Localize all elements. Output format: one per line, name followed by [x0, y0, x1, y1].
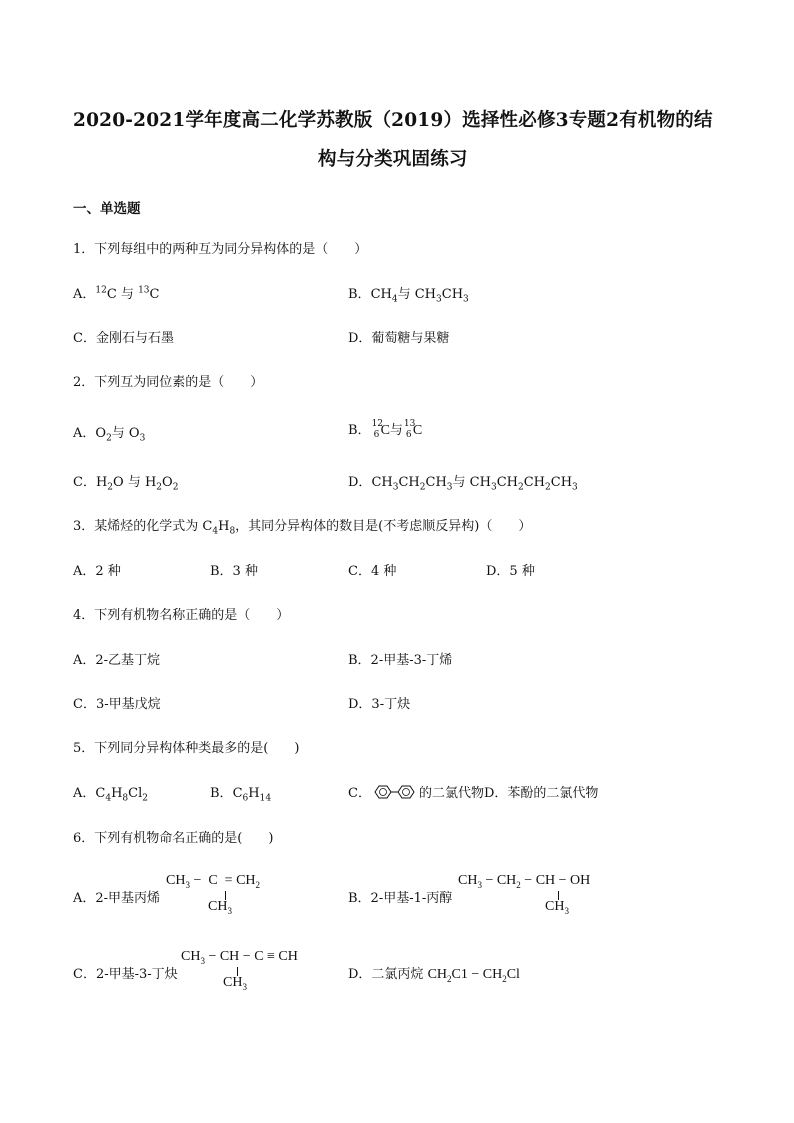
question-5-option-c[interactable]: C． 的二氯代物D．苯酚的二氯代物 — [348, 786, 599, 801]
question-6-stem: 6．下列有机物命名正确的是( ) — [73, 831, 274, 846]
question-4-option-a[interactable]: A．2-乙基丁烷 — [73, 653, 161, 668]
page-title-line1: 2020-2021学年度高二化学苏教版（2019）选择性必修3专题2有机物的结 — [73, 110, 713, 131]
question-5-option-a[interactable]: A．$C_4H_8Cl_2$ — [73, 786, 148, 804]
question-3-option-d[interactable]: D．5 种 — [486, 564, 535, 579]
question-2-option-c[interactable]: C．$H_2O$ 与 $H_2O_2$ — [73, 475, 179, 493]
question-6-option-a[interactable]: A．2-甲基丙烯 — [73, 891, 161, 906]
question-5-option-b[interactable]: B．$C_6H_{14}$ — [210, 786, 272, 804]
question-1-option-b[interactable]: B．$CH_4$与 $CH_3CH_3$ — [348, 287, 469, 305]
question-1-stem: 1．下列每组中的两种互为同分异构体的是（ ） — [73, 242, 368, 257]
question-6-b-formula-branch: $CH_3$ — [545, 899, 569, 916]
question-4-option-c[interactable]: C．3-甲基戊烷 — [73, 697, 161, 712]
question-4-option-d[interactable]: D．3-丁炔 — [348, 697, 411, 712]
question-6-c-formula-main: $CH_3$ − CH − C ≡ CH — [181, 949, 298, 966]
biphenyl-structure-icon — [371, 784, 419, 800]
page-title-line2: 构与分类巩固练习 — [318, 149, 468, 170]
question-6-b-formula-main: $CH_3 - CH_2$ − CH − OH — [458, 873, 591, 890]
section-heading: 一、单选题 — [73, 201, 141, 217]
question-6-c-formula-branch: $CH_3$ — [223, 975, 247, 992]
question-2-option-d[interactable]: D．$CH_3CH_2CH_3$与 $CH_3CH_2CH_2CH_3$ — [348, 475, 578, 493]
question-1-option-a[interactable]: A．$^{12}$C 与 $^{13}$C — [73, 285, 160, 302]
question-6-a-formula-main: $CH_3 - C = CH_2$ — [166, 873, 261, 890]
question-6-option-d[interactable]: D．二氯丙烷 $CH_2C1 - CH_2Cl$ — [348, 967, 520, 984]
question-2-stem: 2．下列互为同位素的是（ ） — [73, 375, 264, 390]
question-3-stem: 3．某烯烃的化学式为 $C_4H_8$，其同分异构体的数目是(不考虑顺反异构)（ ） — [73, 519, 532, 537]
question-1-option-d[interactable]: D．葡萄糖与果糖 — [348, 331, 450, 346]
question-2-option-a[interactable]: A．$O_2$与 $O_3$ — [73, 426, 146, 444]
question-3-option-b[interactable]: B．3 种 — [210, 564, 258, 579]
question-3-option-c[interactable]: C．4 种 — [348, 564, 397, 579]
question-5-option-d[interactable]: D．苯酚的二氯代物 — [483, 786, 599, 801]
question-6-option-c[interactable]: C．2-甲基-3-丁炔 — [73, 967, 178, 982]
question-1-option-c[interactable]: C．金刚石与石墨 — [73, 331, 174, 346]
question-6-option-b[interactable]: B．2-甲基-1-丙醇 — [348, 891, 453, 906]
question-6-d-formula: $CH_2C1 - CH_2Cl$ — [427, 967, 520, 984]
question-3-option-a[interactable]: A．2 种 — [73, 564, 121, 579]
question-5-stem: 5．下列同分异构体种类最多的是( ) — [73, 741, 300, 756]
question-4-stem: 4．下列有机物名称正确的是（ ） — [73, 608, 290, 623]
question-4-option-b[interactable]: B．2-甲基-3-丁烯 — [348, 653, 453, 668]
question-6-a-formula-branch: $CH_3$ — [208, 899, 232, 916]
question-2-option-b[interactable]: B． 12 6 C与 13 6 C — [348, 418, 423, 440]
